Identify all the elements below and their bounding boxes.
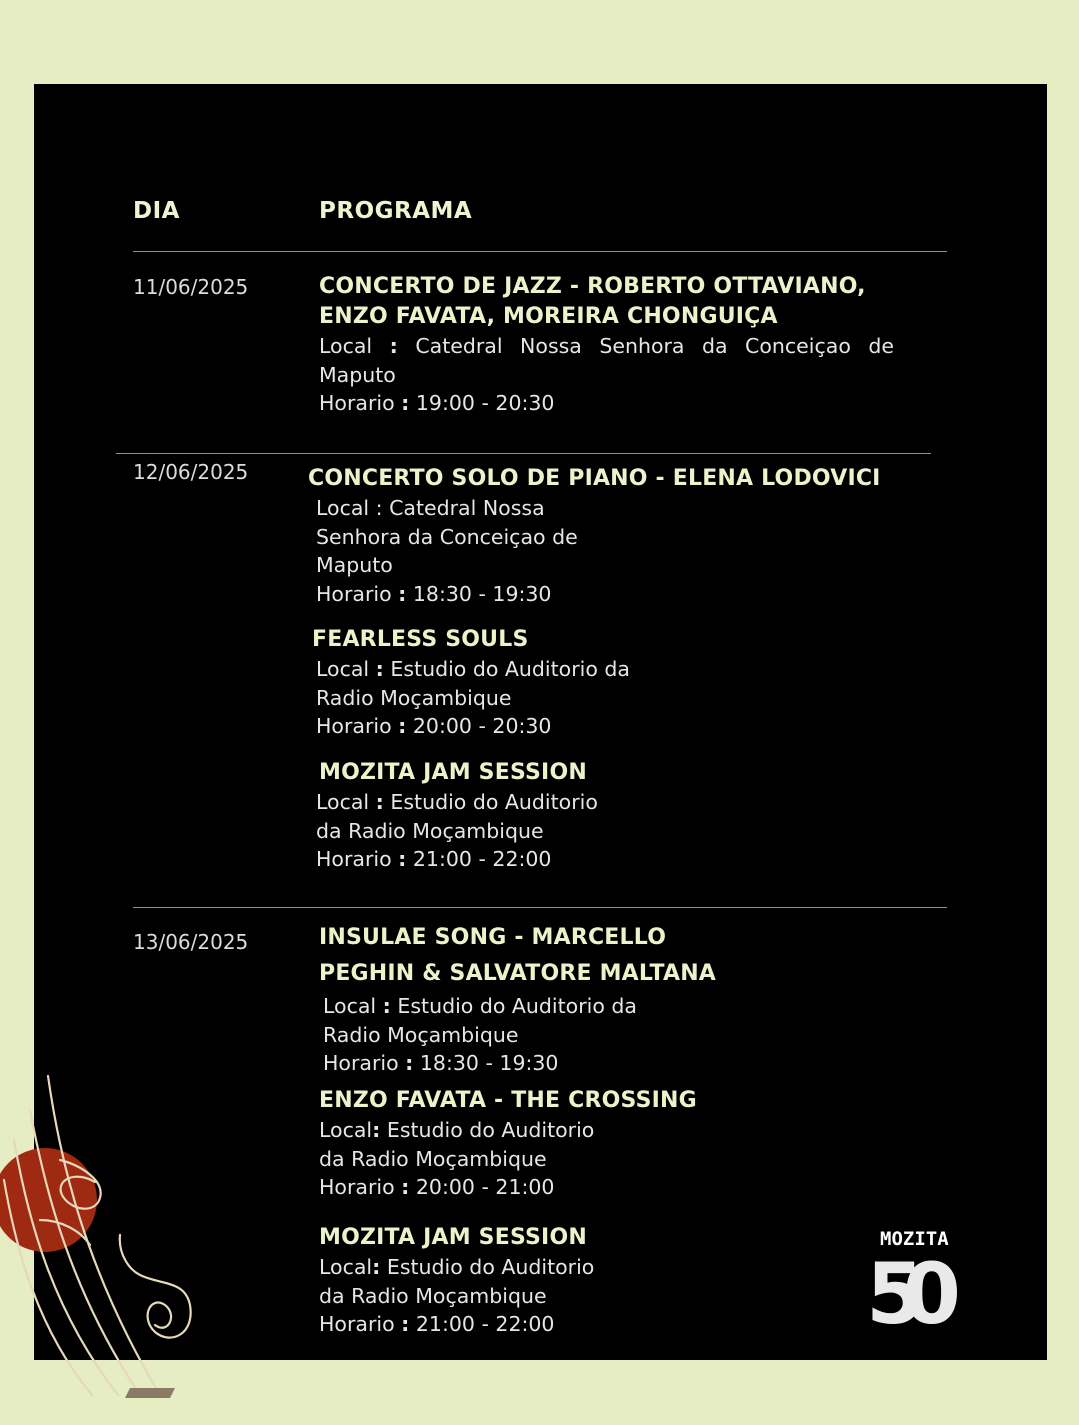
event-local: Local : Catedral Nossa Senhora da Conceiçao de Maputo — [316, 496, 578, 577]
divider — [116, 453, 931, 454]
event-local: Local : Catedral Nossa Senhora da Conceiçao de Maputo — [319, 334, 894, 387]
event-title: MOZITA JAM SESSION — [319, 760, 587, 785]
day-date: 12/06/2025 — [133, 460, 249, 484]
day-date: 13/06/2025 — [133, 930, 249, 954]
event-item — [319, 920, 759, 1078]
event-local: Local : Estudio do Auditorio da Radio Moçambique — [316, 790, 598, 843]
event-horario: Horario : 19:00 - 20:30 — [319, 391, 555, 415]
event-title: CONCERTO DE JAZZ - ROBERTO OTTAVIANO, ENZO FAVATA, MOREIRA CHONGUIÇA — [319, 274, 866, 329]
event-item — [319, 272, 894, 418]
day-date: 11/06/2025 — [133, 275, 249, 299]
event-horario: Horario : 20:00 - 21:00 — [319, 1175, 555, 1199]
svg-text:MOZITA: MOZITA — [880, 1228, 949, 1250]
event-local: Local : Estudio do Auditorio da Radio Moçambique — [316, 657, 630, 710]
event-horario: Horario : 21:00 - 22:00 — [316, 847, 552, 871]
divider — [133, 251, 947, 252]
column-header-dia: DIA — [133, 198, 180, 224]
event-item — [308, 464, 908, 608]
event-item — [319, 1086, 919, 1202]
event-item — [319, 1223, 919, 1339]
event-title: FEARLESS SOULS — [312, 627, 529, 652]
event-title: MOZITA JAM SESSION — [319, 1225, 587, 1250]
event-title: ENZO FAVATA - THE CROSSING — [319, 1088, 697, 1113]
event-item — [312, 625, 912, 741]
svg-text:50: 50 — [868, 1245, 939, 1330]
event-item — [316, 758, 919, 874]
event-title: CONCERTO SOLO DE PIANO - ELENA LODOVICI — [308, 466, 881, 491]
divider — [133, 907, 947, 908]
event-horario: Horario : 18:30 - 19:30 — [323, 1051, 559, 1075]
column-header-programa: PROGRAMA — [319, 198, 473, 224]
guitar-illustration — [0, 1070, 205, 1410]
event-local: Local: Estudio do Auditorio da Radio Moçambique — [319, 1255, 595, 1308]
event-local: Local: Estudio do Auditorio da Radio Moçambique — [319, 1118, 595, 1171]
event-horario: Horario : 21:00 - 22:00 — [319, 1312, 555, 1336]
mozita-50-logo — [868, 1226, 978, 1330]
event-horario: Horario : 18:30 - 19:30 — [316, 581, 552, 606]
event-title: INSULAE SONG - MARCELLO PEGHIN & SALVATORE MALTANA — [319, 925, 717, 986]
event-local: Local : Estudio do Auditorio da Radio Moçambique — [323, 994, 637, 1047]
event-horario: Horario : 20:00 - 20:30 — [316, 714, 552, 738]
